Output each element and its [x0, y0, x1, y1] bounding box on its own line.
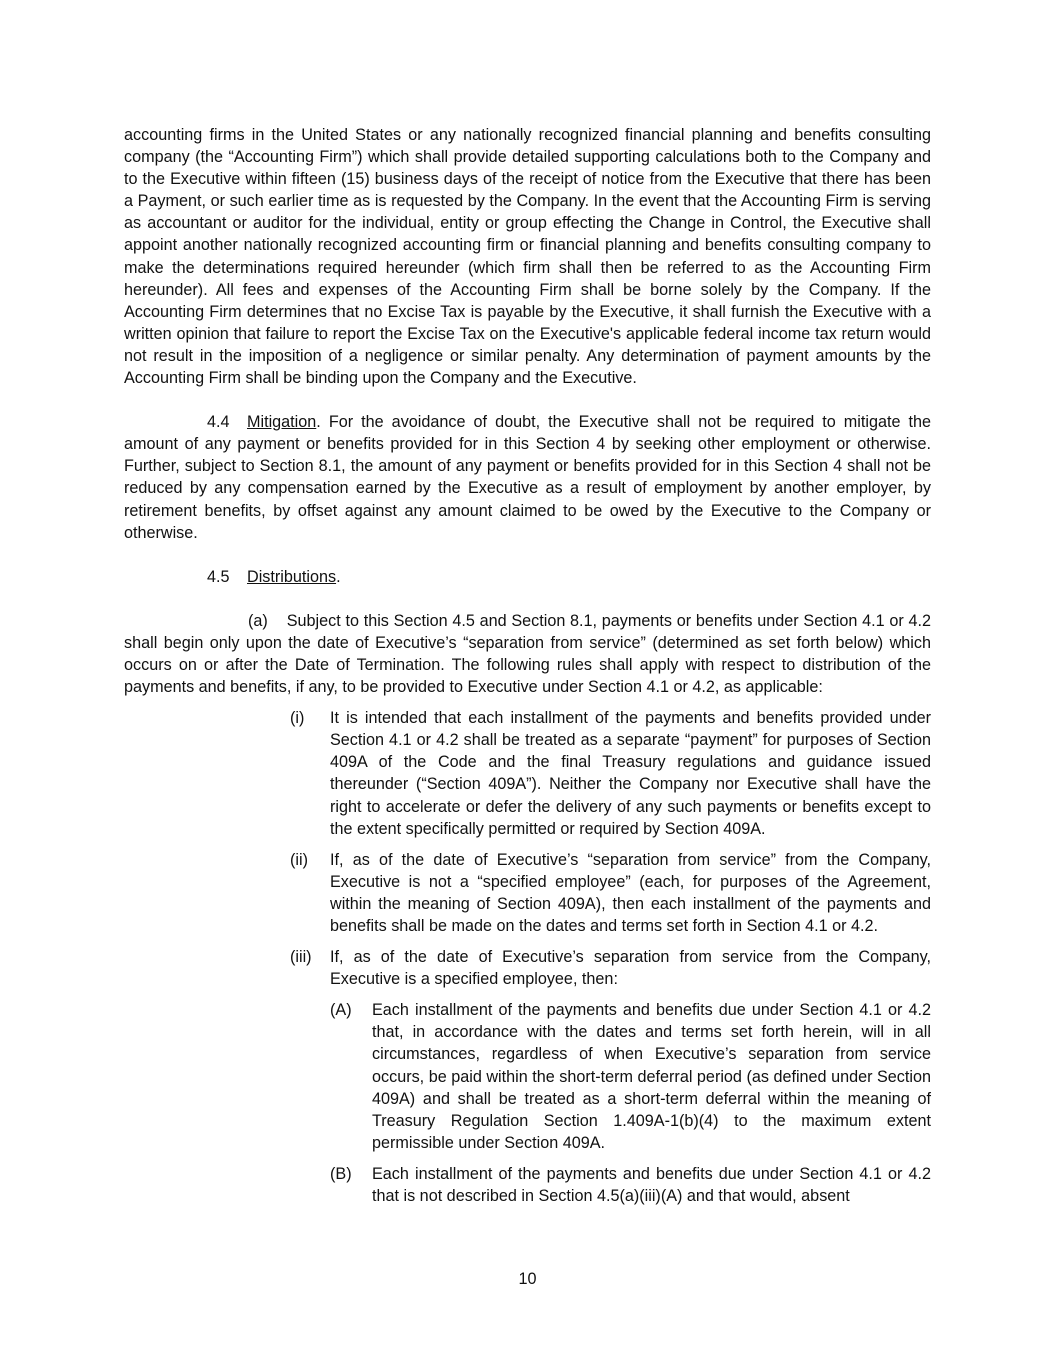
subsection-a-body: Subject to this Section 4.5 and Section 8.1, payments or benefits under Section 4.1 or 4.2 shall begin only upon the date of Executive’s “separation from service” (determined as set forth below) which occurs on or after the Date of Termination. The following rules shall apply with respect to distribution of the payments and benefits, if any, to be provided to Executive under Section 4.1 or 4.2, as applicable: — [124, 611, 931, 697]
sub-item-b-label: (B) — [330, 1164, 352, 1183]
section-4-4-body: . For the avoidance of doubt, the Executive shall not be required to mitigate the amount of any payment or benefits provided for in this Section 4 by seeking other employment or otherwise. Further, subject to Section 8.1, the amount of any payment or benefits provided for in this Section 4 shall not be reduced by any compensation earned by the Executive as a result of employment by another employer, by retirement benefits, by offset against any amount claimed to be owed by the Executive to the Company or otherwise. — [124, 413, 931, 542]
section-4-5-number: 4.5 — [207, 567, 230, 586]
list-item-i-label: (i) — [290, 709, 305, 728]
list-item-ii-label: (ii) — [290, 850, 308, 869]
section-4-4-paragraph — [124, 411, 931, 544]
page-number: 10 — [518, 1270, 537, 1288]
sub-item-a-label: (A) — [330, 1001, 352, 1020]
list-item-ii — [290, 849, 931, 937]
sub-item-b-body: Each installment of the payments and benefits due under Section 4.1 or 4.2 that is not described in Section 4.5(a)(iii)(A) and that would, absent — [372, 1164, 931, 1206]
sub-item-a-body: Each installment of the payments and benefits due under Section 4.1 or 4.2 that, in accordance with the dates and terms set forth herein, will in all circumstances, regardless of when Executive’s separation from service occurs, be paid within the short-term deferral period (as defined under Section 409A) and shall be treated as a short-term deferral within the meaning of Treasury Regulation Section 1.409A-1(b)(4) to the maximum extent permissible under Section 409A. — [372, 1001, 931, 1152]
subsection-a-paragraph — [124, 610, 931, 698]
list-item-i-body: It is intended that each installment of the payments and benefits provided under Section 4.1 or 4.2 shall be treated as a separate “payment” for purposes of Section 409A of the Code and the final Treasury regulations and guidance issued thereunder (“Section 409A”). Neither the Company nor Executive shall have the right to accelerate or defer the delivery of any such payments or benefits except to the extent specifically permitted or required by Section 409A. — [330, 709, 931, 838]
subsection-a-label: (a) — [248, 611, 268, 630]
intro-paragraph: accounting firms in the United States or any nationally recognized financial planning and benefits consulting company (the “Accounting Firm”) which shall provide detailed supporting calculations both to the Company and to the Executive within fifteen (15) business days of the receipt of notice from the Executive that there has been a Payment, or such earlier time as is requested by the Company. In the event that the Accounting Firm is serving as accountant or auditor for the individual, entity or group effecting the Change in Control, the Executive shall appoint another nationally recognized accounting firm or financial planning and benefits consulting company to make the determinations required hereunder (which firm shall then be referred to as the Accounting Firm hereunder). All fees and expenses of the Accounting Firm shall be borne solely by the Company. If the Accounting Firm determines that no Excise Tax is payable by the Executive, it shall furnish the Executive with a written opinion that failure to report the Excise Tax on the Executive's applicable federal income tax return would not result in the imposition of a negligence or similar penalty. Any determination of payment amounts by the Accounting Firm shall be binding upon the Company and the Executive. — [124, 126, 931, 388]
document-page — [124, 124, 931, 1207]
section-4-4-title: Mitigation — [247, 413, 317, 432]
list-item-iii — [290, 946, 931, 990]
list-item-i — [290, 707, 931, 840]
section-4-5-title-suffix: . — [336, 567, 341, 586]
list-item-iii-label: (iii) — [290, 948, 312, 967]
sub-item-b — [330, 1163, 931, 1207]
list-item-ii-body: If, as of the date of Executive’s “separation from service” from the Company, Executive is not a “specified employee” (each, for purposes of the Agreement, within the meaning of Section 409A), then each installment of the payments and benefits shall be made on the dates and terms set forth in Section 4.1 or 4.2. — [330, 850, 931, 935]
section-4-5-heading — [124, 566, 931, 588]
sub-item-a — [330, 999, 931, 1154]
list-item-iii-body: If, as of the date of Executive’s separation from service from the Company, Executive is a specified employee, then: — [330, 948, 931, 989]
section-4-5-title: Distributions — [247, 567, 337, 586]
section-4-4-number: 4.4 — [207, 413, 230, 432]
